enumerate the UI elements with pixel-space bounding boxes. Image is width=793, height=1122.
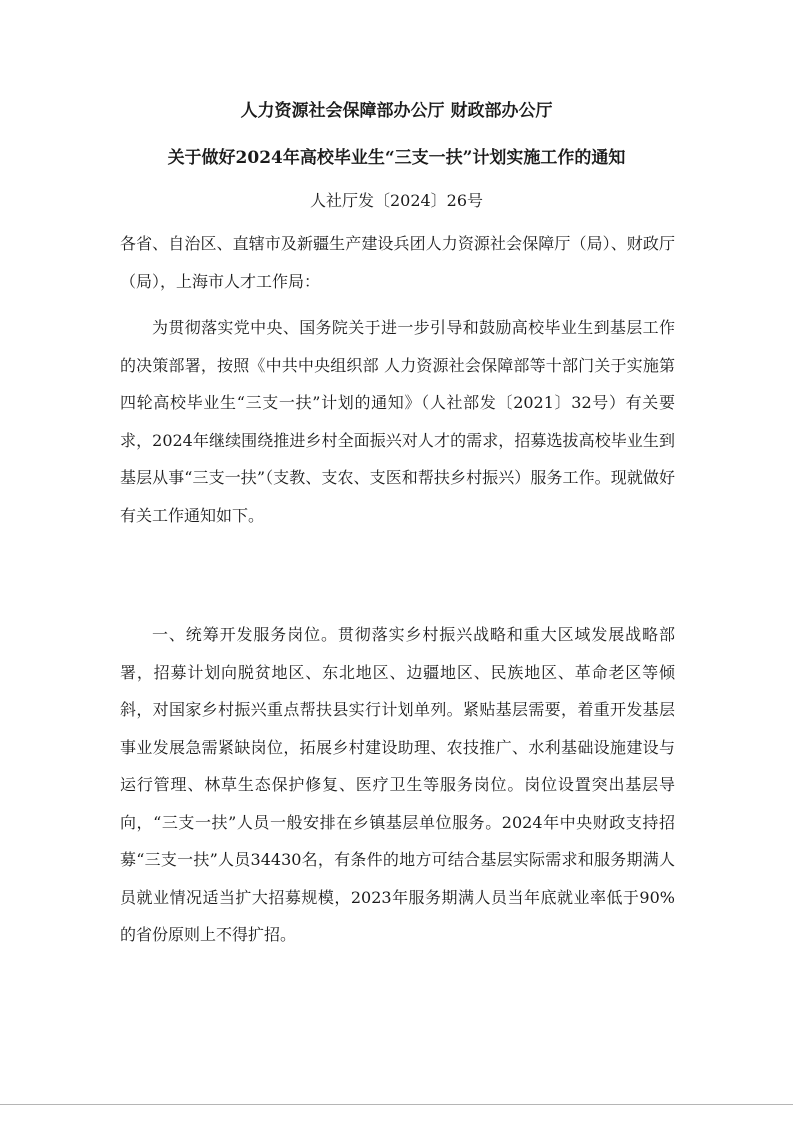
- paragraph-section-one: 一、统筹开发服务岗位。贯彻落实乡村振兴战略和重大区域发展战略部署，招募计划向脱贫地区、东北地区、边疆地区、民族地区、革命老区等倾斜，对国家乡村振兴重点帮扶县实行计划单列。紧贴基层需要，着重开发基层事业发展急需紧缺岗位，拓展乡村建设助理、农技推广、水利基础设施建设与运行管理、林草生态保护修复、医疗卫生等服务岗位。岗位设置突出基层导向，“三支一扶”人员一般安排在乡镇基层单位服务。2024年中央财政支持招募“三支一扶”人员34430名，有条件的地方可结合基层实际需求和服务期满人员就业情况适当扩大招募规模，2023年服务期满人员当年底就业率低于90%的省份原则上不得扩招。: [120, 625, 675, 944]
- addressee: 各省、自治区、直辖市及新疆生产建设兵团人力资源社会保障厅（局）、财政厅（局），上海市人才工作局：: [120, 234, 675, 291]
- paragraph-introduction: 为贯彻落实党中央、国务院关于进一步引导和鼓励高校毕业生到基层工作的决策部署，按照《中共中央组织部 人力资源社会保障部等十部门关于实施第四轮高校毕业生“三支一扶”计划的通知》（人社部发〔2021〕32号）有关要求，2024年继续围绕推进乡村全面振兴对人才的需求，招募选拔高校毕业生到基层从事“三支一扶”（支教、支农、支医和帮扶乡村振兴）服务工作。现就做好有关工作通知如下。: [120, 318, 675, 525]
- document-title-line-1: 人力资源社会保障部办公厅 财政部办公厅: [240, 101, 553, 121]
- document-title-line-2: 关于做好2024年高校毕业生“三支一扶”计划实施工作的通知: [167, 148, 626, 168]
- page-bottom-rule: [0, 1104, 793, 1105]
- document-number: 人社厅发〔2024〕26号: [309, 191, 484, 210]
